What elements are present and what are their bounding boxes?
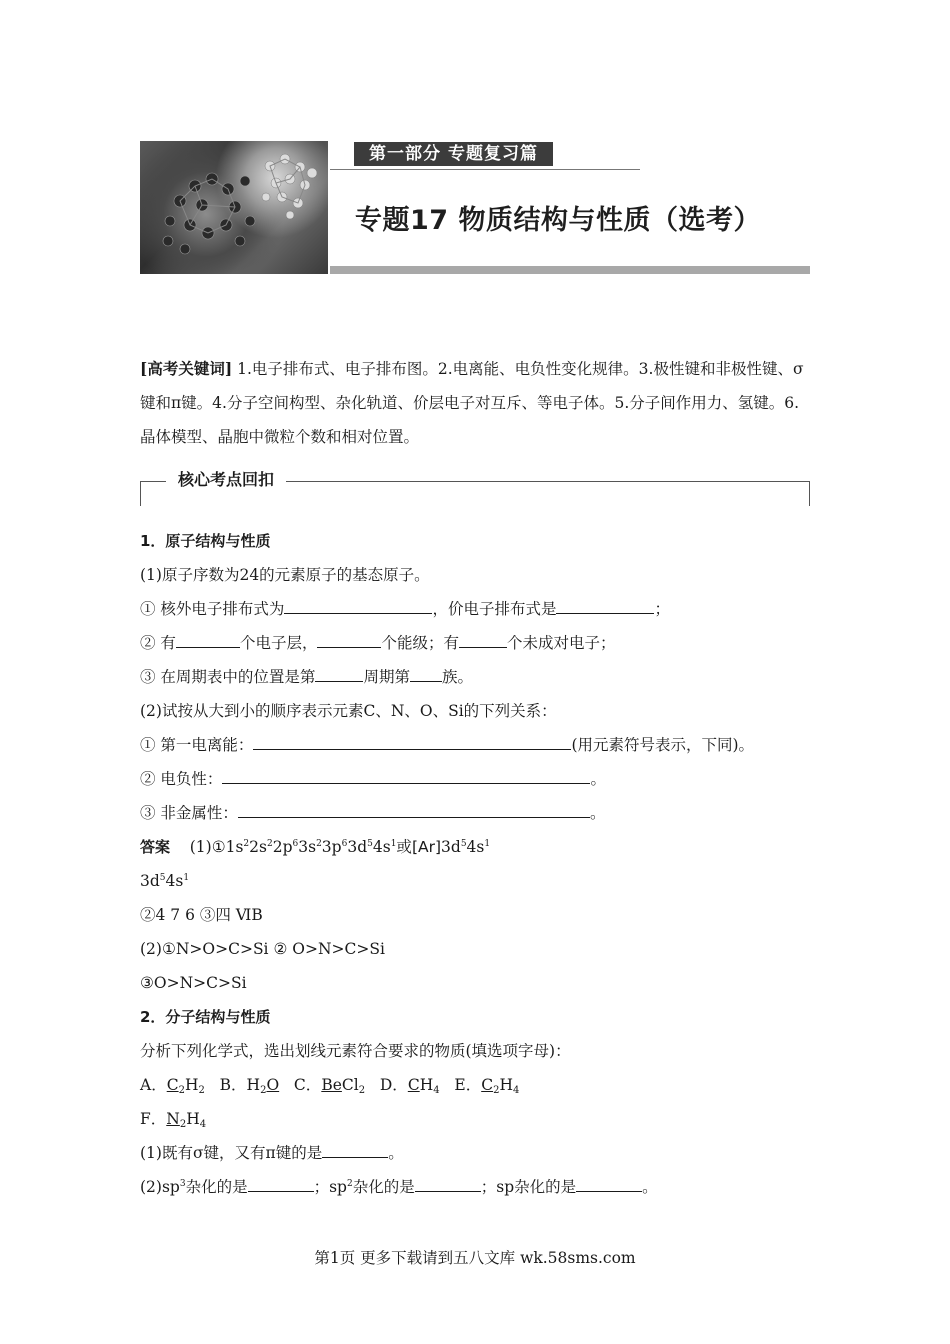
answer-blank[interactable]: [576, 1175, 642, 1192]
molecule-illustration: [140, 141, 328, 274]
s1-q1c: ③ 在周期表中的位置是第 周期第 族。: [140, 665, 473, 689]
answer-blank[interactable]: [556, 597, 654, 614]
keywords-text: 1.电子排布式、电子排布图。2.电离能、电负性变化规律。3.极性键和非极性键、σ键和π键。4.分子空间构型、杂化轨道、价层电子对互斥、等电子体。5.分子间作用力、氢键。6.晶体模型、晶胞中微粒个数和相对位置。: [140, 360, 804, 446]
answer-blank[interactable]: [222, 767, 590, 784]
s2-q1: (1)既有σ键，又有π键的是 。: [140, 1141, 404, 1165]
answer-blank[interactable]: [248, 1175, 314, 1192]
s1-q2b: ② 电负性： 。: [140, 767, 606, 791]
s1-q2: (2)试按从大到小的顺序表示元素C、N、O、Si的下列关系：: [140, 702, 557, 720]
keywords-label: [高考关键词]: [140, 359, 233, 378]
part-label: 第一部分 专题复习篇: [354, 142, 553, 166]
s1-q2c: ③ 非金属性： 。: [140, 801, 605, 825]
s1-heading: 1．原子结构与性质: [140, 532, 271, 550]
s2-q2: $(2)sp^3$杂化的是 ；$sp^2$杂化的是 ；sp杂化的是 。: [140, 1175, 658, 1199]
answer-blank[interactable]: [410, 665, 442, 682]
answer-blank[interactable]: [176, 631, 240, 648]
page-title: 专题17 物质结构与性质（选考）: [355, 205, 761, 236]
answer-blank[interactable]: [284, 597, 432, 614]
answer-blank[interactable]: [315, 665, 363, 682]
s1-q2a: ① 第一电离能： (用元素符号表示，下同)。: [140, 733, 754, 757]
answer-line-4: (2)①N>O>C>Si ② O>N>C>Si: [140, 940, 385, 958]
title-underline-bar: [330, 266, 810, 274]
answer-label: 答案: [140, 838, 171, 856]
answer-blank[interactable]: [317, 631, 381, 648]
keywords-paragraph: [140, 352, 812, 454]
answer-line-3: ②4 7 6 ③四 ⅥB: [140, 906, 263, 924]
answer-blank[interactable]: [459, 631, 507, 648]
answer-blank[interactable]: [415, 1175, 481, 1192]
answer-line-2: $3d^54s^1$: [140, 872, 190, 890]
answer-blank[interactable]: [253, 733, 571, 750]
s2-option-f: F．$N_2H_4$: [140, 1110, 207, 1130]
section-title: 核心考点回扣: [166, 467, 286, 493]
part-divider: [330, 169, 640, 170]
s2-options: A．$C_2H_2$ B．$H_2O$ C．BeCl$_2$ D．$CH_4$ E．$C_2H_4$: [140, 1076, 520, 1096]
s1-q1a: ① 核外电子排布式为 ，价电子排布式是 ；: [140, 597, 670, 621]
s2-intro: 分析下列化学式，选出划线元素符合要求的物质(填选项字母)：: [140, 1042, 571, 1060]
answer-line-5: ③O>N>C>Si: [140, 974, 247, 992]
banner-molecule-image: [140, 141, 328, 274]
answer-blank[interactable]: [238, 801, 590, 818]
s2-heading: 2．分子结构与性质: [140, 1008, 271, 1026]
s1-q1: (1)原子序数为24的元素原子的基态原子。: [140, 566, 430, 584]
answer-line-1: 答案 $(1)①1s^22s^22p^63s^23p^63d^54s^1$或$[Ar]3d^54s^1$: [140, 838, 491, 856]
s1-q1b: ② 有 个电子层， 个能级；有 个未成对电子；: [140, 631, 615, 655]
answer-blank[interactable]: [322, 1141, 388, 1158]
page-footer: 第1页 更多下载请到五八文库 wk.58sms.com: [314, 1249, 636, 1267]
